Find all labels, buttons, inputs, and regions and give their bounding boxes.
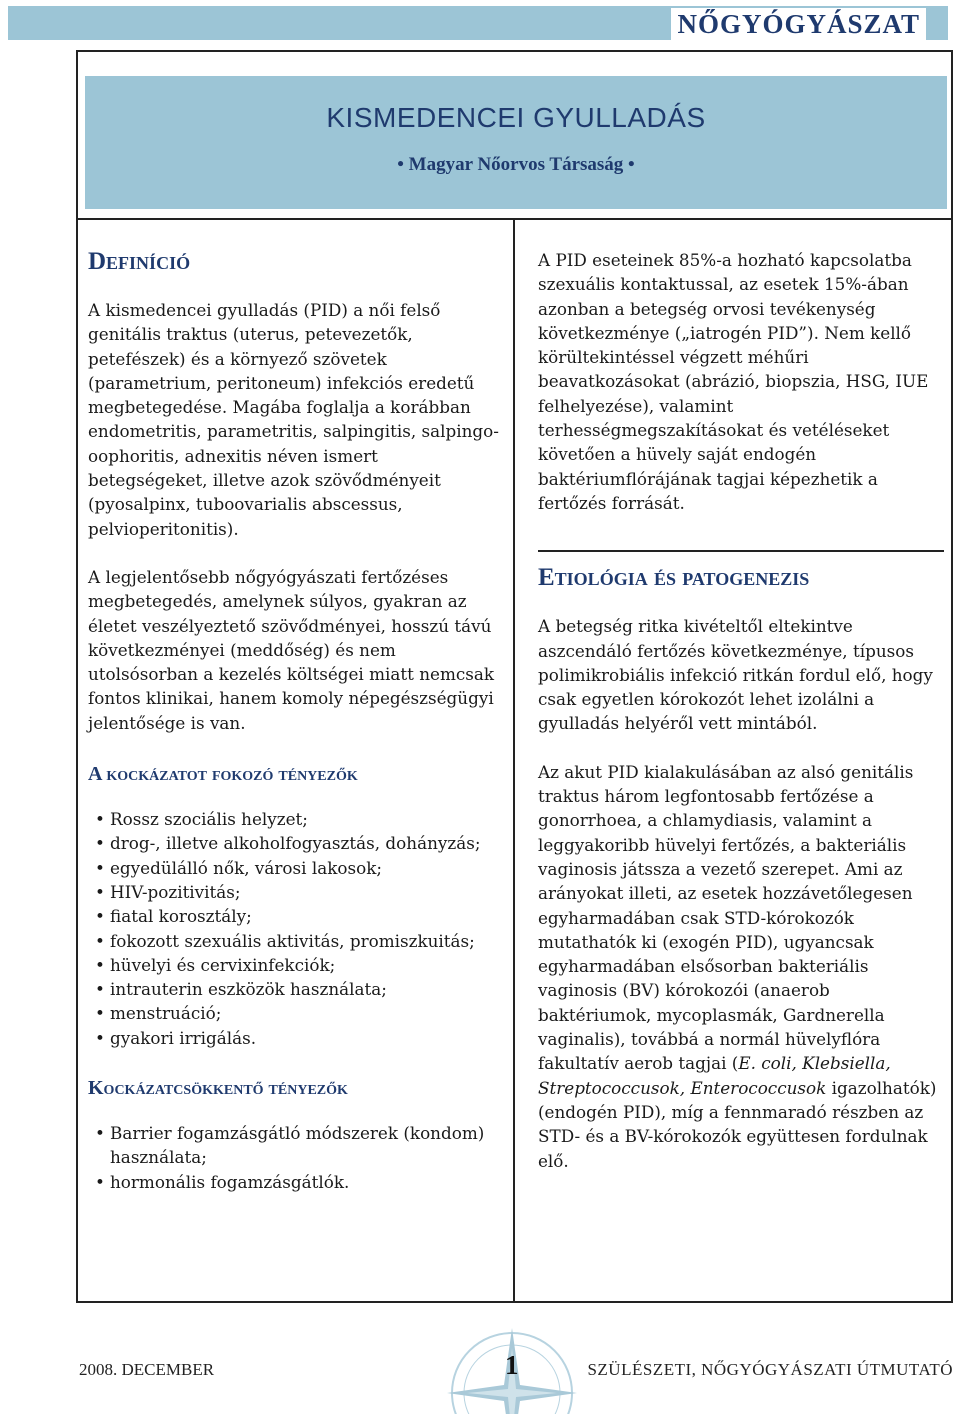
list-item-text: Rossz szociális helyzet; [110, 809, 308, 830]
bullet-icon: • [95, 1027, 105, 1048]
article-title: KISMEDENCEI GYULLADÁS [326, 102, 706, 133]
list-item [88, 929, 500, 953]
list-item-text: Barrier fogamzásgátló módszerek (kondom) használata; [110, 1123, 485, 1168]
etiology-paragraph: A betegség ritka kivételtől eltekintve aszcendáló fertőzés következménye, típusos polimikrobiális infekció ritkán fordul elő, hogy csak egyetlen kórokozót lehet izolálni a gyulladás helyéről vett mintából. [538, 616, 933, 734]
list-item-text: drog-, illetve alkoholfogyasztás, dohányzás; [110, 833, 481, 854]
list-item [88, 831, 500, 855]
left-column [88, 248, 500, 1194]
list-item [88, 1121, 500, 1170]
list-item-text: fokozott szexuális aktivitás, promiszkuitás; [110, 930, 475, 951]
bullet-icon: • [95, 857, 105, 878]
list-item [88, 880, 500, 904]
list-item [88, 1001, 500, 1025]
risk-factors-list [88, 807, 500, 1050]
list-item [88, 953, 500, 977]
list-item-text: gyakori irrigálás. [110, 1027, 257, 1048]
bullet-icon: • [95, 809, 105, 830]
list-item [88, 807, 500, 831]
list-item-text: HIV-pozitivitás; [110, 881, 241, 902]
column-divider [513, 218, 515, 1303]
etiology-heading: Etiológia és patogenezis [538, 564, 810, 592]
bullet-icon: • [95, 881, 105, 902]
page-number: 1 [505, 1350, 519, 1380]
bullet-icon: • [95, 954, 105, 975]
list-item-text: hüvelyi és cervixinfekciók; [110, 954, 336, 975]
header-band [85, 76, 947, 209]
list-item [88, 1170, 500, 1194]
protective-factors-heading: Kockázatcsökkentő tényezők [88, 1077, 348, 1100]
list-item-text: egyedülálló nők, városi lakosok; [110, 857, 383, 878]
protective-factors-list [88, 1121, 500, 1194]
significance-paragraph: A legjelentősebb nőgyógyászati fertőzéses megbetegedés, amelynek súlyos, gyakran az életet veszélyeztető szövődményei, hosszú távú következményei (meddőség) és nem utolsósorban a kezelés költségei miatt nemcsak fontos klinikai, hanem komoly népegészségügyi jelentősége is van. [88, 566, 495, 733]
section-label: NŐGYÓGYÁSZAT [671, 8, 926, 40]
pathogens-text-a: Az akut PID kialakulásában az alsó genitális traktus három legfontosabb fertőzése a gonorrhoea, a chlamydiasis, valamint a leggyakoribb hüvelyi fertőzés, a bakteriális vaginosis játssza a vezető szerepet. Ami az arányokat illeti, az esetek hozzávetőlegesen egyharmadában csak STD-kórokozók mutathatók ki (exogén PID), ugyancsak egyharmadában elsősorban bakteriális vaginosis (BV) kórokozói (anaerob baktériumok, mycoplasmák, Gardnerella vaginalis), továbbá a normál hüvelyflóra fakultatív aerob tagjai ( [538, 761, 914, 1074]
pathogens-text-italic: E. coli, Klebsiella, Streptococcusok, Enterococcusok [538, 1053, 891, 1098]
bullet-icon: • [95, 906, 105, 927]
issue-date: 2008. DECEMBER [79, 1360, 215, 1379]
list-item [88, 856, 500, 880]
list-item [88, 1026, 500, 1050]
iatrogenic-paragraph: A PID eseteinek 85%-a hozható kapcsolatba szexuális kontaktussal, az esetek 15%-ában azonban a betegség orvosi tevékenység következménye („iatrogén PID”). Nem kellő körültekintéssel végzett méhűri beavatkozásokat (abrázió, biopszia, HSG, IUE felhelyezése), valamint terhességmegszakításokat és vetéléseket követően a hüvely saját endogén baktériumflórájának tagjai képezhetik a fertőzés forrását. [538, 250, 929, 513]
risk-factors-heading: A kockázatot fokozó tényezők [88, 763, 358, 786]
bullet-icon: • [95, 1003, 105, 1024]
list-item [88, 977, 500, 1001]
pathogens-text-b: igazolhatók) (endogén PID), míg a fennmaradó részben az STD- és a BV-kórokozók együttesen fordulnak elő. [538, 1077, 937, 1171]
definition-heading: Definíció [88, 248, 191, 275]
list-item [88, 904, 500, 928]
bullet-icon: • [95, 1123, 105, 1144]
pathogens-paragraph [538, 760, 948, 1173]
journal-name: SZÜLÉSZETI, NŐGYÓGYÁSZATI ÚTMUTATÓ [587, 1360, 953, 1379]
list-item-text: intrauterin eszközök használata; [110, 979, 387, 1000]
list-item-text: hormonális fogamzásgátlók. [110, 1171, 350, 1192]
bullet-icon: • [95, 979, 105, 1000]
bullet-icon: • [95, 833, 105, 854]
right-column [538, 248, 948, 1173]
bullet-icon: • [95, 1171, 105, 1192]
bullet-icon: • [95, 930, 105, 951]
list-item-text: menstruáció; [110, 1003, 222, 1024]
definition-paragraph: A kismedencei gyulladás (PID) a női felső genitális traktus (uterus, petevezetők, petefészek) és a környező szövetek (parametrium, peritoneum) infekciós eredetű megbetegedése. Magába foglalja a korábban endometritis, parametritis, salpingitis, salpingo-oophoritis, adnexitis néven ismert betegségeket, illetve azok szövődményeit (pyosalpinx, tuboovarialis abscessus, pelvioperitonitis). [88, 300, 499, 539]
list-item-text: fiatal korosztály; [110, 906, 252, 927]
article-subtitle: • Magyar Nőorvos Társaság • [397, 154, 635, 175]
top-bar [8, 6, 948, 40]
section-separator [538, 550, 944, 552]
